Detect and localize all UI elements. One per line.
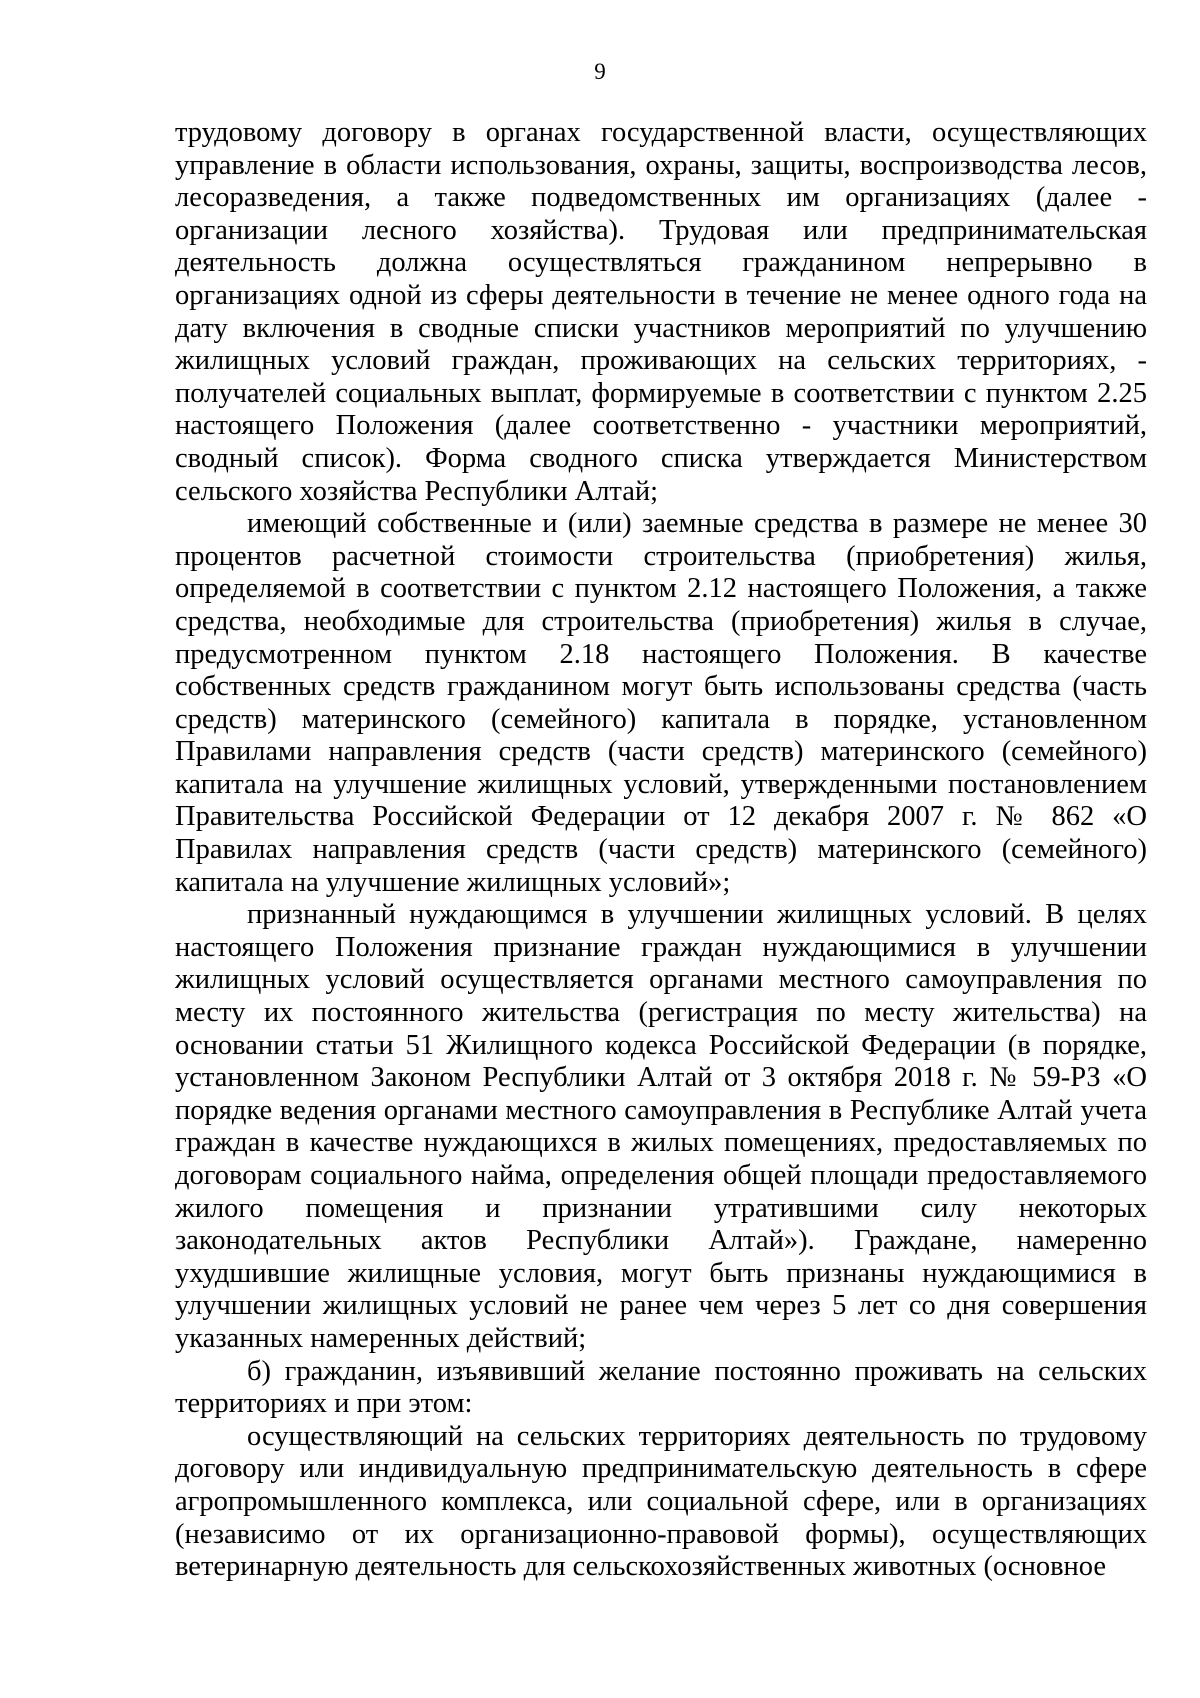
paragraph-item-b: б) гражданин, изъявивший желание постоянно проживать на сельских территориях и при этом: (175, 1355, 1147, 1420)
paragraph-own-funds: имеющий собственные и (или) заемные средства в размере не менее 30 процентов расчетной стоимости строительства (приобретения) жилья, определяемой в соответствии с пунктом 2.12 настоящего Положения, а также средства, необходимые для строительства (приобретения) жилья в случае, предусмотренном пунктом 2.18 настоящего Положения. В качестве собственных средств гражданином могут быть использованы средства (часть средств) материнского (семейного) капитала в порядке, установленном Правилами направления средств (части средств) материнского (семейного) капитала на улучшение жилищных условий, утвержденными постановлением Правительства Российской Федерации от 12 декабря 2007 г. № 862 «О Правилах направления средств (части средств) материнского (семейного) капитала на улучшение жилищных условий»; (175, 508, 1147, 898)
paragraph-housing-need: признанный нуждающимся в улучшении жилищных условий. В целях настоящего Положения признание граждан нуждающимися в улучшении жилищных условий осуществляется органами местного самоуправления по месту их постоянного жительства (регистрация по месту жительства) на основании статьи 51 Жилищного кодекса Российской Федерации (в порядке, установленном Законом Республики Алтай от 3 октября 2018 г. № 59-РЗ «О порядке ведения органами местного самоуправления в Республике Алтай учета граждан в качестве нуждающихся в жилых помещениях, предоставляемых по договорам социального найма, определения общей площади предоставляемого жилого помещения и признании утратившими силу некоторых законодательных актов Республики Алтай»). Граждане, намеренно ухудшившие жилищные условия, могут быть признаны нуждающимися в улучшении жилищных условий не ранее чем через 5 лет со дня совершения указанных намеренных действий; (175, 899, 1147, 1354)
paragraph-rural-activity: осуществляющий на сельских территориях деятельность по трудовому договору или индивидуальную предпринимательскую деятельность в сфере агропромышленного комплекса, или социальной сфере, или в организациях (независимо от их организационно-правовой формы), осуществляющих ветеринарную деятельность для сельскохозяйственных животных (основное (175, 1420, 1147, 1583)
document-body (175, 117, 1147, 1584)
paragraph-continuation: трудовому договору в органах государственной власти, осуществляющих управление в области использования, охраны, защиты, воспроизводства лесов, лесоразведения, а также подведомственных им организациях (далее - организации лесного хозяйства). Трудовая или предпринимательская деятельность должна осуществляться гражданином непрерывно в организациях одной из сферы деятельности в течение не менее одного года на дату включения в сводные списки участников мероприятий по улучшению жилищных условий граждан, проживающих на сельских территориях, - получателей социальных выплат, формируемые в соответствии с пунктом 2.25 настоящего Положения (далее соответственно - участники мероприятий, сводный список). Форма сводного списка утверждается Министерством сельского хозяйства Республики Алтай; (175, 117, 1147, 507)
page-number: 9 (594, 59, 606, 84)
